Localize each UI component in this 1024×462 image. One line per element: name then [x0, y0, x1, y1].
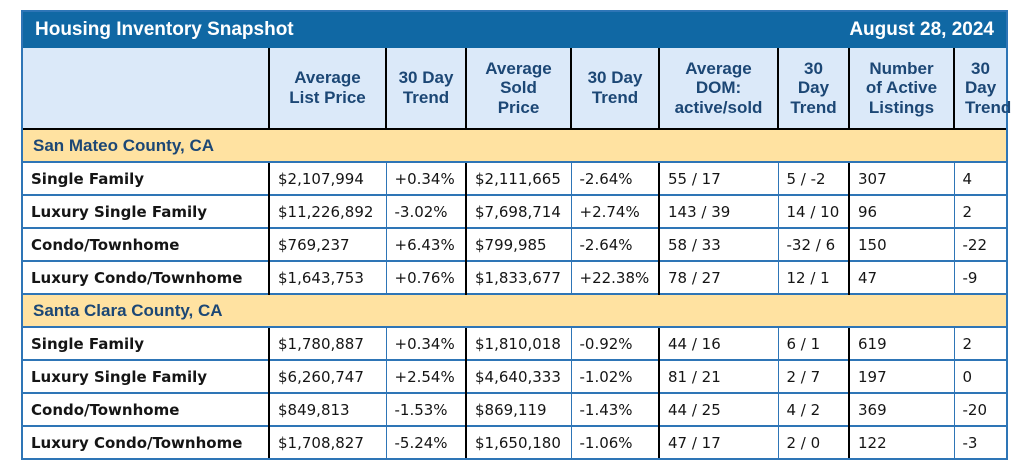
sold-price-trend: -0.92% [571, 327, 659, 360]
avg-list-price: $1,708,827 [269, 426, 386, 458]
row-label: Luxury Single Family [23, 195, 269, 228]
dom-trend: 6 / 1 [778, 327, 849, 360]
col-header-blank [23, 48, 269, 129]
listings-trend: -3 [954, 426, 1006, 458]
list-price-trend: -5.24% [386, 426, 466, 458]
col-header-sold-trend: 30 Day Trend [571, 48, 659, 129]
avg-dom: 44 / 16 [659, 327, 778, 360]
dom-trend: 5 / -2 [778, 162, 849, 195]
section-header-san-mateo [23, 129, 1006, 162]
avg-sold-price: $1,650,180 [466, 426, 571, 458]
avg-list-price: $1,643,753 [269, 261, 386, 294]
avg-sold-price: $799,985 [466, 228, 571, 261]
active-listings: 150 [849, 228, 954, 261]
table-row [23, 195, 1006, 228]
sold-price-trend: -1.06% [571, 426, 659, 458]
dom-trend: 2 / 7 [778, 360, 849, 393]
avg-list-price: $6,260,747 [269, 360, 386, 393]
as-of-date: August 28, 2024 [849, 19, 994, 40]
col-header-list-trend: 30 Day Trend [386, 48, 466, 129]
listings-trend: -20 [954, 393, 1006, 426]
list-price-trend: +6.43% [386, 228, 466, 261]
sold-price-trend: +2.74% [571, 195, 659, 228]
housing-inventory-card [21, 10, 1012, 460]
list-price-trend: +2.54% [386, 360, 466, 393]
avg-list-price: $849,813 [269, 393, 386, 426]
avg-list-price: $2,107,994 [269, 162, 386, 195]
avg-list-price: $769,237 [269, 228, 386, 261]
dom-trend: 2 / 0 [778, 426, 849, 458]
title-bar [23, 12, 1006, 48]
row-label: Condo/Townhome [23, 228, 269, 261]
dom-trend: 12 / 1 [778, 261, 849, 294]
row-label: Single Family [23, 162, 269, 195]
active-listings: 197 [849, 360, 954, 393]
active-listings: 369 [849, 393, 954, 426]
section-title: San Mateo County, CA [23, 129, 1006, 162]
section-header-santa-clara [23, 294, 1006, 327]
row-label: Condo/Townhome [23, 393, 269, 426]
list-price-trend: -3.02% [386, 195, 466, 228]
table-row [23, 426, 1006, 458]
row-label: Luxury Condo/Townhome [23, 426, 269, 458]
list-price-trend: +0.34% [386, 162, 466, 195]
col-header-avg-sold-price: Average Sold Price [466, 48, 571, 129]
listings-trend: -9 [954, 261, 1006, 294]
dom-trend: -32 / 6 [778, 228, 849, 261]
active-listings: 619 [849, 327, 954, 360]
table-row [23, 360, 1006, 393]
col-header-dom-trend: 30 Day Trend [778, 48, 849, 129]
dom-trend: 14 / 10 [778, 195, 849, 228]
sold-price-trend: -2.64% [571, 228, 659, 261]
list-price-trend: +0.76% [386, 261, 466, 294]
table-title: Housing Inventory Snapshot [35, 19, 294, 40]
listings-trend: 4 [954, 162, 1006, 195]
list-price-trend: -1.53% [386, 393, 466, 426]
table-row [23, 261, 1006, 294]
avg-sold-price: $7,698,714 [466, 195, 571, 228]
listings-trend: 0 [954, 360, 1006, 393]
listings-trend: -22 [954, 228, 1006, 261]
listings-trend: 2 [954, 195, 1006, 228]
avg-dom: 143 / 39 [659, 195, 778, 228]
table-row [23, 393, 1006, 426]
avg-list-price: $1,780,887 [269, 327, 386, 360]
avg-sold-price: $1,810,018 [466, 327, 571, 360]
table-row [23, 327, 1006, 360]
row-label: Luxury Single Family [23, 360, 269, 393]
avg-dom: 44 / 25 [659, 393, 778, 426]
table-row [23, 162, 1006, 195]
sold-price-trend: +22.38% [571, 261, 659, 294]
avg-dom: 55 / 17 [659, 162, 778, 195]
avg-dom: 47 / 17 [659, 426, 778, 458]
row-label: Single Family [23, 327, 269, 360]
avg-sold-price: $4,640,333 [466, 360, 571, 393]
avg-dom: 81 / 21 [659, 360, 778, 393]
col-header-listings-trend: 30 Day Trend [954, 48, 1006, 129]
col-header-avg-dom: Average DOM: active/sold [659, 48, 778, 129]
active-listings: 47 [849, 261, 954, 294]
section-title: Santa Clara County, CA [23, 294, 1006, 327]
active-listings: 122 [849, 426, 954, 458]
list-price-trend: +0.34% [386, 327, 466, 360]
housing-inventory-table [23, 48, 1012, 458]
sold-price-trend: -2.64% [571, 162, 659, 195]
table-row [23, 228, 1006, 261]
column-header-row [23, 48, 1006, 129]
dom-trend: 4 / 2 [778, 393, 849, 426]
active-listings: 96 [849, 195, 954, 228]
avg-sold-price: $869,119 [466, 393, 571, 426]
col-header-active-listings: Number of Active Listings [849, 48, 954, 129]
col-header-avg-list-price: Average List Price [269, 48, 386, 129]
row-label: Luxury Condo/Townhome [23, 261, 269, 294]
listings-trend: 2 [954, 327, 1006, 360]
avg-dom: 78 / 27 [659, 261, 778, 294]
active-listings: 307 [849, 162, 954, 195]
avg-dom: 58 / 33 [659, 228, 778, 261]
avg-sold-price: $1,833,677 [466, 261, 571, 294]
avg-sold-price: $2,111,665 [466, 162, 571, 195]
sold-price-trend: -1.43% [571, 393, 659, 426]
avg-list-price: $11,226,892 [269, 195, 386, 228]
sold-price-trend: -1.02% [571, 360, 659, 393]
